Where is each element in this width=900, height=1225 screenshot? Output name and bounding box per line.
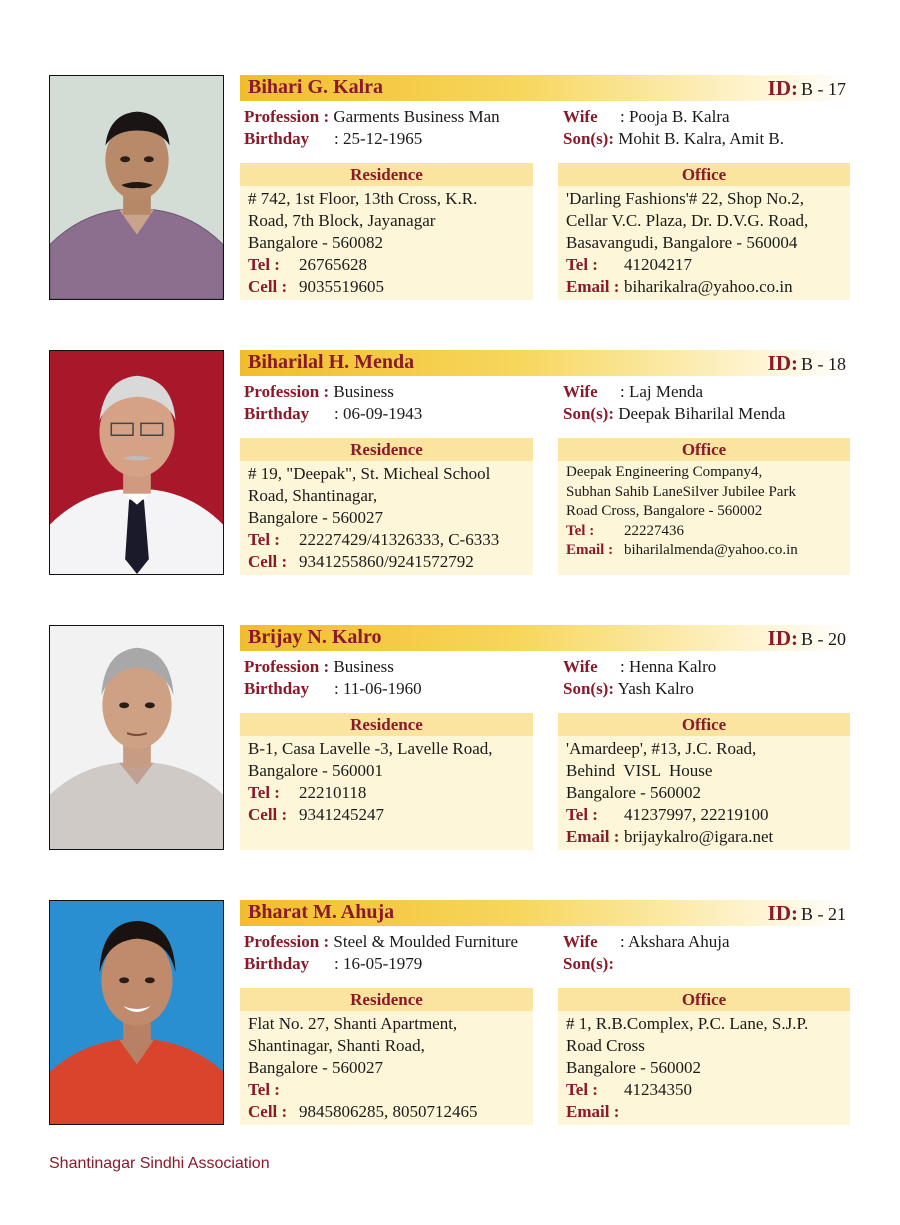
sons-value: Mohit B. Kalra, Amit B. <box>618 129 785 148</box>
profession-value: Business <box>333 657 394 676</box>
email-value[interactable]: biharikalra@yahoo.co.in <box>624 277 793 296</box>
tel-value: 41234350 <box>624 1080 692 1099</box>
member-card <box>0 350 900 580</box>
tel-value: 41237997, 22219100 <box>624 805 769 824</box>
office-panel <box>558 163 850 300</box>
profession-label: Profession : <box>244 107 330 126</box>
office-title: Office <box>558 438 850 461</box>
cell-value: 9035519605 <box>299 277 384 296</box>
tel-value: 22227436 <box>624 522 684 539</box>
office-address-line: 'Amardeep', #13, J.C. Road, <box>566 739 757 758</box>
id-label: ID: <box>767 351 798 375</box>
profession-value: Garments Business Man <box>333 107 500 126</box>
name-bar <box>240 75 852 101</box>
residence-panel <box>240 438 533 575</box>
cell-value: 9845806285, 8050712465 <box>299 1102 478 1121</box>
name-bar <box>240 900 852 926</box>
wife-value: : Akshara Ahuja <box>620 932 730 951</box>
profession-label: Profession : <box>244 657 330 676</box>
personal-info <box>244 381 422 425</box>
office-address-line: Deepak Engineering Company4, <box>566 464 763 480</box>
tel-value: 41204217 <box>624 255 692 274</box>
family-info <box>563 381 785 425</box>
profession-value: Steel & Moulded Furniture <box>333 932 519 951</box>
office-panel <box>558 988 850 1125</box>
name-bar <box>240 625 852 651</box>
id-value: B - 20 <box>801 629 846 649</box>
residence-address-line: Bangalore - 560027 <box>248 1058 384 1077</box>
tel-label: Tel : <box>248 783 280 802</box>
email-label: Email : <box>566 277 620 296</box>
id-value: B - 18 <box>801 354 846 374</box>
residence-address-line: B-1, Casa Lavelle -3, Lavelle Road, <box>248 739 493 758</box>
birthday-value: : 25-12-1965 <box>334 129 423 148</box>
residence-address-line: Road, 7th Block, Jayanagar <box>248 211 436 230</box>
id-value: B - 21 <box>801 904 846 924</box>
email-value[interactable]: biharilalmenda@yahoo.co.in <box>624 542 798 558</box>
sons-label: Son(s): <box>563 404 615 423</box>
family-info <box>563 656 716 700</box>
residence-address-line: Flat No. 27, Shanti Apartment, <box>248 1014 458 1033</box>
office-title: Office <box>558 988 850 1011</box>
office-address-line: Behind VISL House <box>566 761 713 780</box>
wife-value: : Pooja B. Kalra <box>620 107 730 126</box>
tel-label: Tel : <box>248 255 280 274</box>
profession-label: Profession : <box>244 932 330 951</box>
office-address-line: # 1, R.B.Complex, P.C. Lane, S.J.P. <box>566 1014 809 1033</box>
personal-info <box>244 106 500 150</box>
sons-label: Son(s): <box>563 129 615 148</box>
birthday-label: Birthday <box>244 679 310 698</box>
tel-value: 26765628 <box>299 255 367 274</box>
id-label: ID: <box>767 76 798 100</box>
wife-label: Wife <box>563 932 598 951</box>
id-label: ID: <box>767 901 798 925</box>
residence-address-line: Road, Shantinagar, <box>248 486 378 505</box>
id-label: ID: <box>767 626 798 650</box>
residence-panel <box>240 163 533 300</box>
birthday-value: : 06-09-1943 <box>334 404 423 423</box>
id-value: B - 17 <box>801 79 846 99</box>
residence-title: Residence <box>240 163 533 186</box>
tel-label: Tel : <box>248 530 280 549</box>
office-title: Office <box>558 163 850 186</box>
residence-address-line: # 19, "Deepak", St. Micheal School <box>248 464 491 483</box>
member-name: Brijay N. Kalro <box>248 626 382 648</box>
tel-label: Tel : <box>566 255 598 274</box>
office-address-line: Subhan Sahib LaneSilver Jubilee Park <box>566 483 796 500</box>
tel-label: Tel : <box>566 1080 598 1099</box>
member-name: Biharilal H. Menda <box>248 351 415 373</box>
residence-address-line: # 742, 1st Floor, 13th Cross, K.R. <box>248 189 478 208</box>
birthday-label: Birthday <box>244 954 310 973</box>
office-address-line: Bangalore - 560002 <box>566 783 702 802</box>
birthday-label: Birthday <box>244 404 310 423</box>
tel-label: Tel : <box>248 1080 280 1099</box>
birthday-value: : 16-05-1979 <box>334 954 423 973</box>
personal-info <box>244 656 422 700</box>
residence-address-line: Bangalore - 560027 <box>248 508 384 527</box>
office-address-line: Basavangudi, Bangalore - 560004 <box>566 233 798 252</box>
tel-label: Tel : <box>566 805 598 824</box>
birthday-label: Birthday <box>244 129 310 148</box>
member-id <box>768 351 846 376</box>
profession-label: Profession : <box>244 382 330 401</box>
residence-panel <box>240 713 533 850</box>
member-photo <box>49 625 224 850</box>
wife-value: : Laj Menda <box>620 382 704 401</box>
member-photo <box>49 900 224 1125</box>
office-address-line: Bangalore - 560002 <box>566 1058 702 1077</box>
wife-label: Wife <box>563 382 598 401</box>
email-label: Email : <box>566 827 620 846</box>
email-label: Email : <box>566 542 614 558</box>
family-info <box>563 931 730 975</box>
wife-label: Wife <box>563 657 598 676</box>
member-card <box>0 900 900 1130</box>
office-address-line: Cellar V.C. Plaza, Dr. D.V.G. Road, <box>566 211 809 230</box>
member-photo <box>49 350 224 575</box>
residence-title: Residence <box>240 438 533 461</box>
email-label: Email : <box>566 1102 620 1121</box>
residence-title: Residence <box>240 713 533 736</box>
member-id <box>768 626 846 651</box>
member-photo <box>49 75 224 300</box>
personal-info <box>244 931 518 975</box>
sons-value: Yash Kalro <box>617 679 694 698</box>
sons-value: Deepak Biharilal Menda <box>618 404 786 423</box>
footer-text: Shantinagar Sindhi Association <box>49 1155 270 1172</box>
cell-label: Cell : <box>248 277 288 296</box>
tel-label: Tel : <box>566 522 595 539</box>
residence-address-line: Bangalore - 560082 <box>248 233 384 252</box>
residence-address-line: Bangalore - 560001 <box>248 761 384 780</box>
tel-value: 22227429/41326333, C-6333 <box>299 530 500 549</box>
cell-label: Cell : <box>248 1102 288 1121</box>
cell-label: Cell : <box>248 552 288 571</box>
wife-value: : Henna Kalro <box>620 657 717 676</box>
office-title: Office <box>558 713 850 736</box>
residence-title: Residence <box>240 988 533 1011</box>
tel-value: 22210118 <box>299 783 367 802</box>
cell-value: 9341245247 <box>299 805 384 824</box>
member-card <box>0 75 900 305</box>
office-address-line: 'Darling Fashions'# 22, Shop No.2, <box>566 189 804 208</box>
member-id <box>768 76 846 101</box>
member-card <box>0 625 900 855</box>
member-name: Bharat M. Ahuja <box>248 901 395 923</box>
profession-value: Business <box>333 382 394 401</box>
email-value[interactable]: brijaykalro@igara.net <box>624 827 774 846</box>
residence-panel <box>240 988 533 1125</box>
birthday-value: : 11-06-1960 <box>334 679 422 698</box>
cell-value: 9341255860/9241572792 <box>299 552 474 571</box>
cell-label: Cell : <box>248 805 288 824</box>
wife-label: Wife <box>563 107 598 126</box>
office-address-line: Road Cross <box>566 1036 645 1055</box>
member-name: Bihari G. Kalra <box>248 76 383 98</box>
family-info <box>563 106 784 150</box>
sons-label: Son(s): <box>563 954 615 973</box>
office-panel <box>558 713 850 850</box>
member-id <box>768 901 846 926</box>
name-bar <box>240 350 852 376</box>
residence-address-line: Shantinagar, Shanti Road, <box>248 1036 425 1055</box>
office-address-line: Road Cross, Bangalore - 560002 <box>566 503 763 519</box>
office-panel <box>558 438 850 575</box>
sons-label: Son(s): <box>563 679 615 698</box>
